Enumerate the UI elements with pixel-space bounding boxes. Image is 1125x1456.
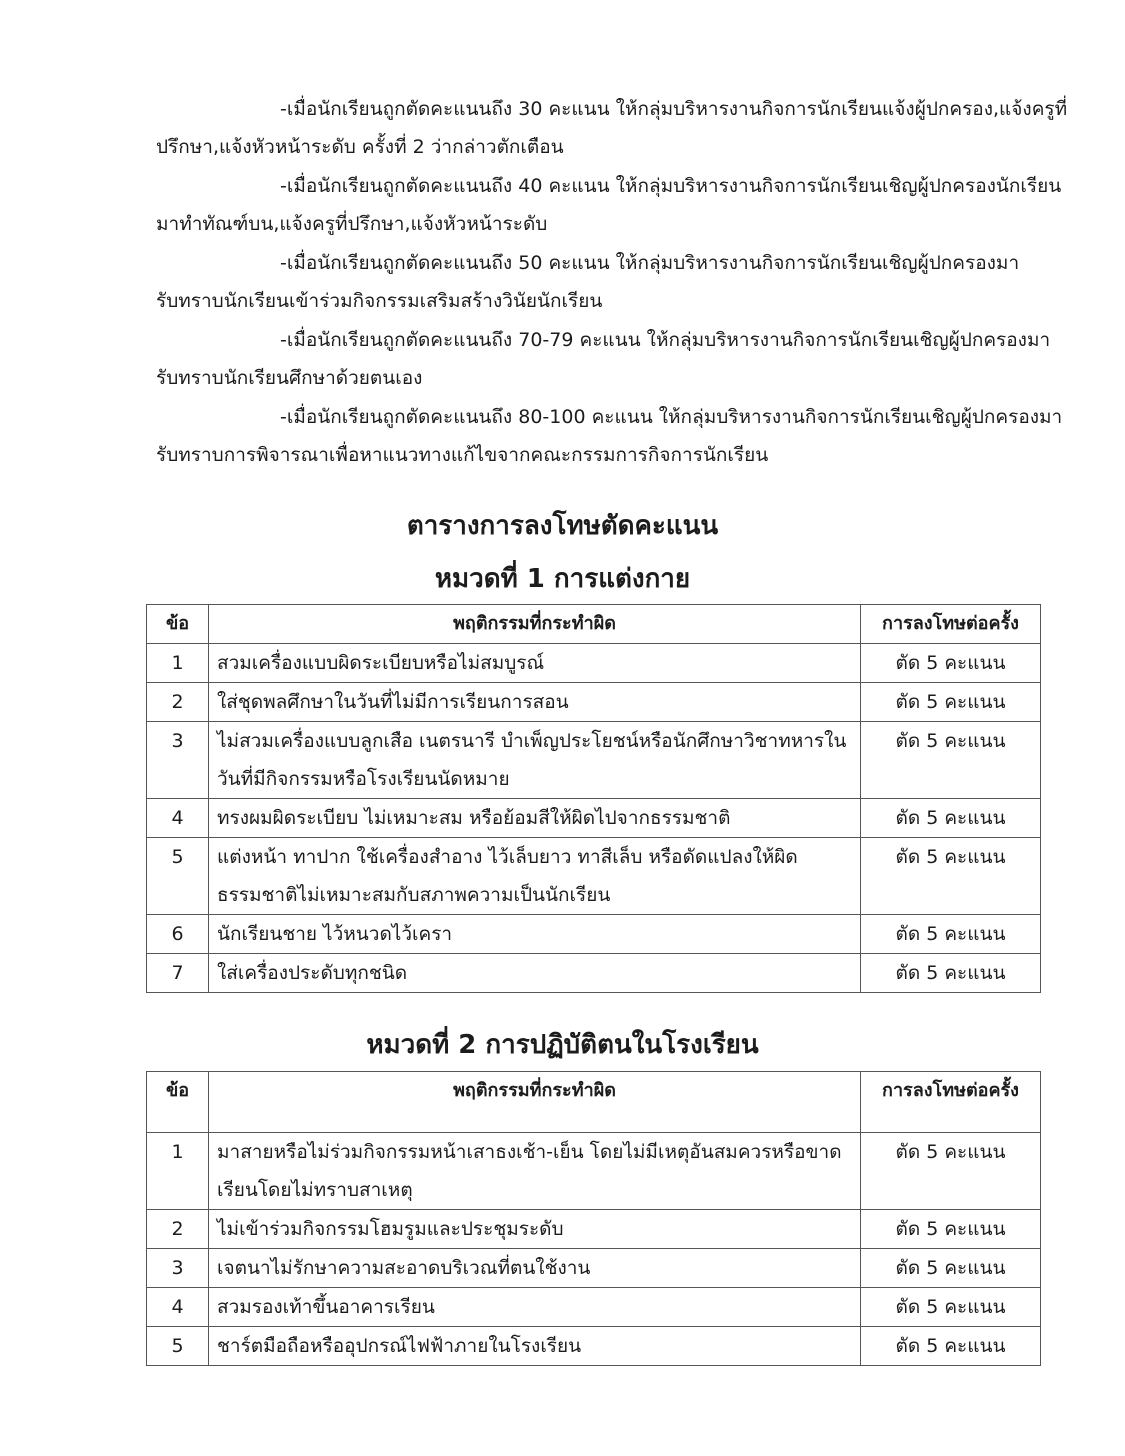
document-title: ตารางการลงโทษตัดคะแนน xyxy=(406,511,719,541)
table-row xyxy=(147,1249,1041,1288)
table-row xyxy=(147,1133,1041,1210)
row-number: 3 xyxy=(147,1249,209,1288)
rule-line: ปรึกษา,แจ้งหัวหน้าระดับ ครั้งที่ 2 ว่ากล่าวตักเตือน xyxy=(156,136,564,158)
row-penalty: ตัด 5 คะแนน xyxy=(861,799,1041,838)
table-row xyxy=(147,799,1041,838)
table-row xyxy=(147,722,1041,799)
rule-line: -เมื่อนักเรียนถูกตัดคะแนนถึง 80-100 คะแนน ให้กลุ่มบริหารงานกิจการนักเรียนเชิญผู้ปกครองมา xyxy=(280,406,1063,428)
row-number: 2 xyxy=(147,683,209,722)
column-header-behavior: พฤติกรรมที่กระทำผิด xyxy=(209,605,861,644)
column-header-penalty: การลงโทษต่อครั้ง xyxy=(861,605,1041,644)
column-header-no: ข้อ xyxy=(147,605,209,644)
rule-paragraph-80 xyxy=(156,398,1063,474)
row-number: 5 xyxy=(147,838,209,915)
row-penalty: ตัด 5 คะแนน xyxy=(861,1133,1041,1210)
row-behavior: ไม่เข้าร่วมกิจกรรมโฮมรูมและประชุมระดับ xyxy=(209,1210,861,1249)
row-behavior: นักเรียนชาย ไว้หนวดไว้เครา xyxy=(209,915,861,954)
row-number: 1 xyxy=(147,1133,209,1210)
row-behavior: มาสายหรือไม่ร่วมกิจกรรมหน้าเสาธงเช้า-เย็น โดยไม่มีเหตุอันสมควรหรือขาดเรียนโดยไม่ทราบสาเหตุ xyxy=(209,1133,861,1210)
rule-line: มาทำทัณฑ์บน,แจ้งครูที่ปรึกษา,แจ้งหัวหน้าระดับ xyxy=(156,213,548,235)
section-2-heading: หมวดที่ 2 การปฏิบัติตนในโรงเรียน xyxy=(366,1030,759,1060)
table-row xyxy=(147,1210,1041,1249)
row-penalty: ตัด 5 คะแนน xyxy=(861,1288,1041,1327)
column-header-behavior: พฤติกรรมที่กระทำผิด xyxy=(209,1072,861,1133)
row-behavior: ไม่สวมเครื่องแบบลูกเสือ เนตรนารี บำเพ็ญประโยชน์หรือนักศึกษาวิชาทหารในวันที่มีกิจกรรมหรือโรงเรียนนัดหมาย xyxy=(209,722,861,799)
rule-line: -เมื่อนักเรียนถูกตัดคะแนนถึง 30 คะแนน ให้กลุ่มบริหารงานกิจการนักเรียนแจ้งผู้ปกครอง,แจ้งครูที่ xyxy=(280,98,1068,120)
rule-paragraph-30 xyxy=(156,90,1068,166)
rule-line: -เมื่อนักเรียนถูกตัดคะแนนถึง 50 คะแนน ให้กลุ่มบริหารงานกิจการนักเรียนเชิญผู้ปกครองมา xyxy=(280,252,1020,274)
row-number: 6 xyxy=(147,915,209,954)
row-behavior: ใส่ชุดพลศึกษาในวันที่ไม่มีการเรียนการสอน xyxy=(209,683,861,722)
row-behavior: สวมเครื่องแบบผิดระเบียบหรือไม่สมบูรณ์ xyxy=(209,644,861,683)
rule-line: -เมื่อนักเรียนถูกตัดคะแนนถึง 70-79 คะแนน ให้กลุ่มบริหารงานกิจการนักเรียนเชิญผู้ปกครองมา xyxy=(280,329,1051,351)
row-penalty: ตัด 5 คะแนน xyxy=(861,915,1041,954)
table-header-row xyxy=(147,1072,1041,1133)
penalty-table-section-1 xyxy=(146,604,1041,993)
row-behavior: ใส่เครื่องประดับทุกชนิด xyxy=(209,954,861,993)
table-row xyxy=(147,683,1041,722)
row-penalty: ตัด 5 คะแนน xyxy=(861,838,1041,915)
table-row xyxy=(147,915,1041,954)
row-number: 4 xyxy=(147,1288,209,1327)
rule-line: รับทราบการพิจารณาเพื่อหาแนวทางแก้ไขจากคณะกรรมการกิจการนักเรียน xyxy=(156,444,769,466)
row-penalty: ตัด 5 คะแนน xyxy=(861,644,1041,683)
rule-line: รับทราบนักเรียนเข้าร่วมกิจกรรมเสริมสร้างวินัยนักเรียน xyxy=(156,290,603,312)
row-behavior: สวมรองเท้าขึ้นอาคารเรียน xyxy=(209,1288,861,1327)
table-row xyxy=(147,838,1041,915)
row-penalty: ตัด 5 คะแนน xyxy=(861,954,1041,993)
row-number: 4 xyxy=(147,799,209,838)
row-number: 3 xyxy=(147,722,209,799)
row-penalty: ตัด 5 คะแนน xyxy=(861,1210,1041,1249)
table-row xyxy=(147,1288,1041,1327)
row-behavior: เจตนาไม่รักษาความสะอาดบริเวณที่ตนใช้งาน xyxy=(209,1249,861,1288)
row-penalty: ตัด 5 คะแนน xyxy=(861,1249,1041,1288)
column-header-no: ข้อ xyxy=(147,1072,209,1133)
row-number: 1 xyxy=(147,644,209,683)
row-number: 5 xyxy=(147,1327,209,1366)
rule-paragraph-50 xyxy=(156,244,1036,320)
row-penalty: ตัด 5 คะแนน xyxy=(861,722,1041,799)
row-penalty: ตัด 5 คะแนน xyxy=(861,1327,1041,1366)
rule-line: รับทราบนักเรียนศึกษาด้วยตนเอง xyxy=(156,367,423,389)
table-row xyxy=(147,1327,1041,1366)
rule-line: -เมื่อนักเรียนถูกตัดคะแนนถึง 40 คะแนน ให้กลุ่มบริหารงานกิจการนักเรียนเชิญผู้ปกครองนักเรียน xyxy=(280,175,1062,197)
table-row xyxy=(147,954,1041,993)
row-behavior: ชาร์ตมือถือหรืออุปกรณ์ไฟฟ้าภายในโรงเรียน xyxy=(209,1327,861,1366)
column-header-penalty: การลงโทษต่อครั้ง xyxy=(861,1072,1041,1133)
table-row xyxy=(147,644,1041,683)
row-behavior: แต่งหน้า ทาปาก ใช้เครื่องสำอาง ไว้เล็บยาว ทาสีเล็บ หรือดัดแปลงให้ผิดธรรมชาติไม่เหมาะสมกับสภาพความเป็นนักเรียน xyxy=(209,838,861,915)
section-1-heading: หมวดที่ 1 การแต่งกาย xyxy=(434,564,691,594)
row-number: 7 xyxy=(147,954,209,993)
rule-paragraph-70 xyxy=(156,321,1051,397)
table-header-row xyxy=(147,605,1041,644)
penalty-table-section-2 xyxy=(146,1071,1041,1366)
row-penalty: ตัด 5 คะแนน xyxy=(861,683,1041,722)
rule-paragraph-40 xyxy=(156,167,1062,243)
row-number: 2 xyxy=(147,1210,209,1249)
row-behavior: ทรงผมผิดระเบียบ ไม่เหมาะสม หรือย้อมสีให้ผิดไปจากธรรมชาติ xyxy=(209,799,861,838)
